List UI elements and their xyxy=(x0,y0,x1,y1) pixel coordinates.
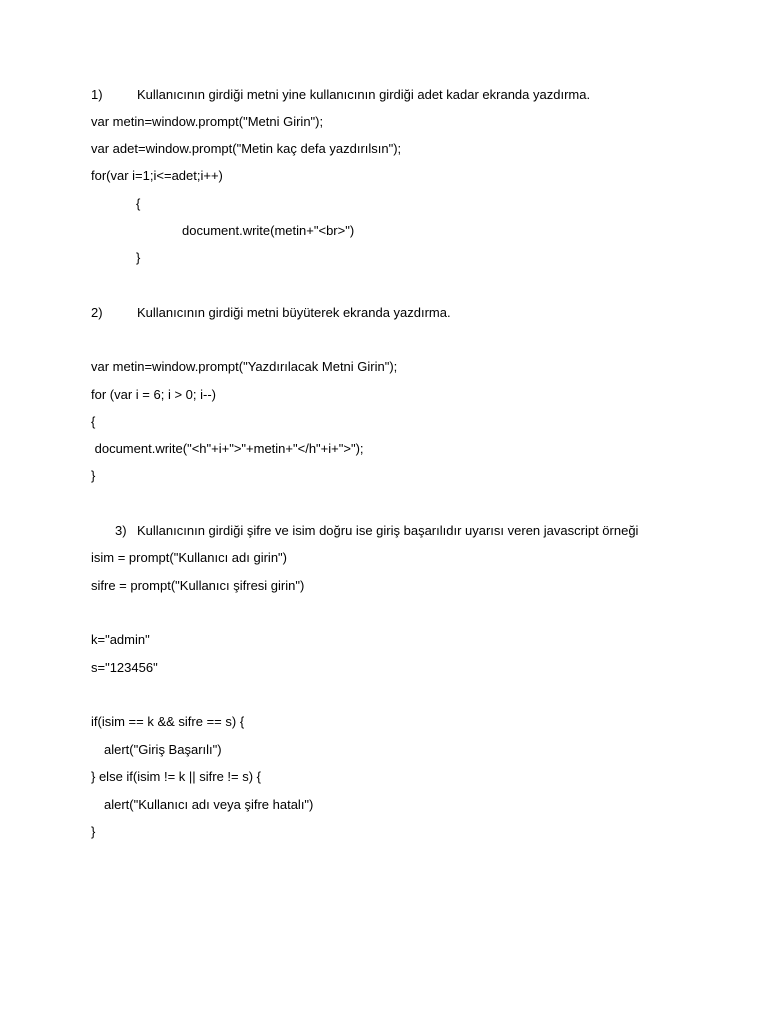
code-line: document.write(metin+"<br>") xyxy=(182,223,355,238)
code-line: sifre = prompt("Kullanıcı şifresi girin") xyxy=(91,578,305,593)
code-line: alert("Kullanıcı adı veya şifre hatalı") xyxy=(104,797,314,812)
code-line: var metin=window.prompt("Yazdırılacak Metni Girin"); xyxy=(91,359,398,374)
code-line: k="admin" xyxy=(91,632,150,647)
code-line: } xyxy=(91,824,96,839)
code-line: isim = prompt("Kullanıcı adı girin") xyxy=(91,550,287,565)
section-2-number: 2) xyxy=(91,305,103,320)
code-line: var metin=window.prompt("Metni Girin"); xyxy=(91,114,324,129)
code-line: var adet=window.prompt("Metin kaç defa yazdırılsın"); xyxy=(91,141,402,156)
code-line: document.write("<h"+i+">"+metin+"</h"+i+">"); xyxy=(91,441,364,456)
code-line: s="123456" xyxy=(91,660,158,675)
code-line: } xyxy=(91,468,96,483)
code-line: for(var i=1;i<=adet;i++) xyxy=(91,168,223,183)
code-line: if(isim == k && sifre == s) { xyxy=(91,714,245,729)
code-line: { xyxy=(136,196,141,211)
section-1-heading: Kullanıcının girdiği metni yine kullanıcının girdiği adet kadar ekranda yazdırma. xyxy=(137,87,591,102)
section-2-heading: Kullanıcının girdiği metni büyüterek ekranda yazdırma. xyxy=(137,305,451,320)
code-line: for (var i = 6; i > 0; i--) xyxy=(91,387,216,402)
section-3-number: 3) xyxy=(115,523,127,538)
code-line: alert("Giriş Başarılı") xyxy=(104,742,222,757)
code-line: } xyxy=(136,250,141,265)
section-1-number: 1) xyxy=(91,87,103,102)
section-3-heading: Kullanıcının girdiği şifre ve isim doğru ise giriş başarılıdır uyarısı veren javascript örneği xyxy=(137,523,639,538)
code-line: } else if(isim != k || sifre != s) { xyxy=(91,769,262,784)
code-line: { xyxy=(91,414,96,429)
